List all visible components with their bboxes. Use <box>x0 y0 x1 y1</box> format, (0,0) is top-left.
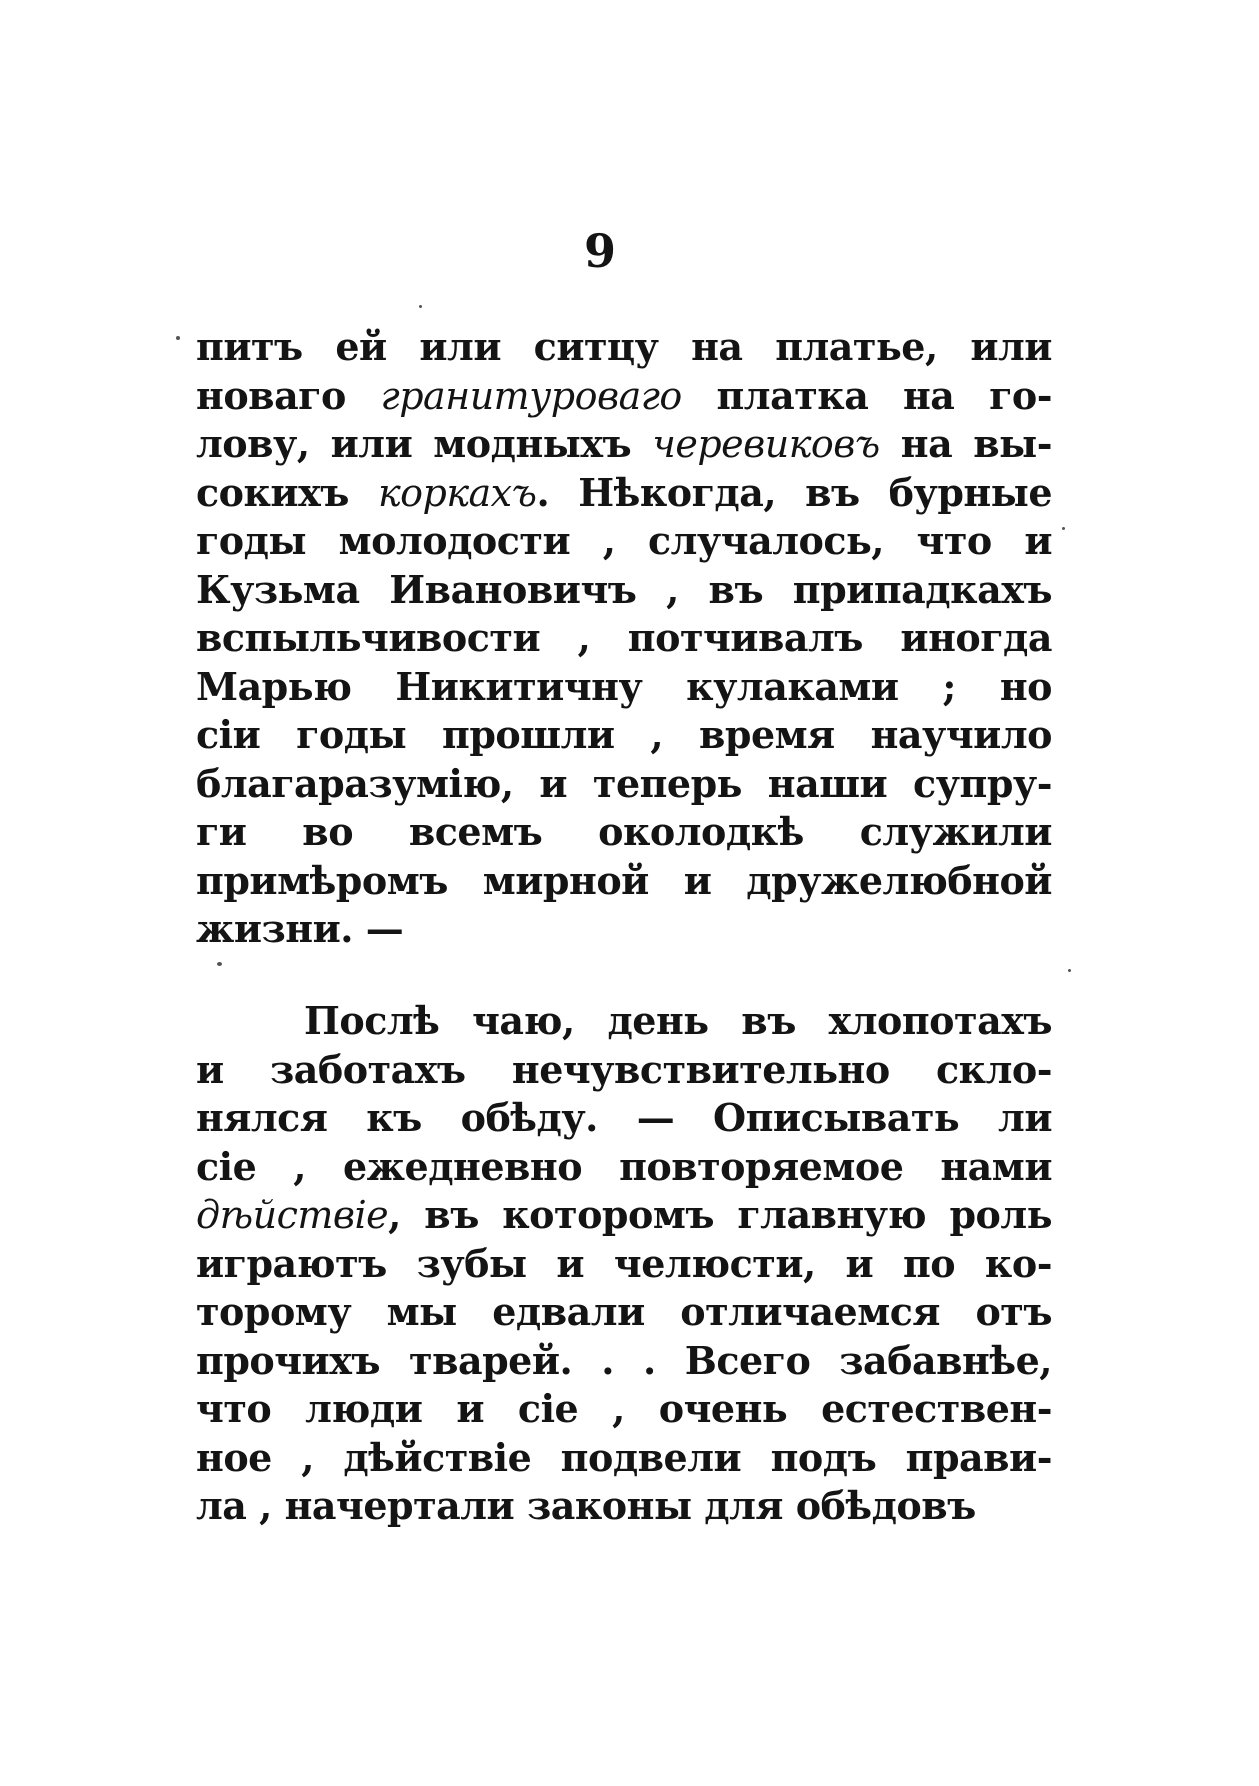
text-line <box>196 1337 1052 1386</box>
text-segment: питъ ей или ситцу на платье, или <box>196 324 1052 369</box>
text-line <box>196 1288 1052 1337</box>
paragraph-1 <box>196 323 1052 954</box>
text-line <box>196 420 1052 469</box>
text-segment: играютъ зубы и челюсти, и по ко- <box>196 1240 1052 1286</box>
text-line <box>196 517 1052 566</box>
scan-speck <box>1068 969 1071 972</box>
paragraph-2 <box>196 997 1052 1531</box>
italic-word: коркахъ <box>377 470 537 515</box>
text-segment: Кузьма Ивановичъ , въ припадкахъ <box>196 566 1052 612</box>
text-line <box>196 663 1052 712</box>
text-segment: сокихъ <box>196 469 378 515</box>
text-line <box>196 1094 1052 1143</box>
text-line <box>196 1046 1052 1095</box>
text-segment: ла , начертали законы для обѣдовъ <box>196 1483 976 1528</box>
text-segment: примѣромъ мирной и дружелюбной <box>196 857 1052 903</box>
text-segment: жизни. — <box>196 906 404 951</box>
scan-speck <box>419 305 422 308</box>
text-line <box>196 469 1052 518</box>
text-line <box>196 614 1052 663</box>
text-line <box>196 997 1052 1046</box>
text-segment: Послѣ чаю, день въ хлопотахъ <box>304 998 1052 1043</box>
text-line <box>196 1482 1052 1531</box>
text-line <box>196 905 1052 954</box>
text-segment: сіи годы прошли , время научило <box>196 712 1052 757</box>
text-line <box>196 857 1052 906</box>
text-segment: нялся къ обѣду. — Описывать ли <box>196 1095 1052 1140</box>
text-line <box>196 1191 1052 1240</box>
text-segment: и заботахъ нечувствительно скло- <box>196 1046 1052 1092</box>
text-line <box>196 1434 1052 1483</box>
scan-speck <box>176 336 180 340</box>
text-line <box>196 760 1052 809</box>
text-segment: . Нѣкогда, въ бурные <box>536 469 1052 515</box>
text-segment: лову, или модныхъ <box>196 421 653 466</box>
text-segment: вспыльчивости , потчивалъ иногда <box>196 615 1052 660</box>
text-line <box>196 711 1052 760</box>
text-segment: новаго <box>196 372 381 418</box>
text-segment: ное , дѣйствіе подвели подъ прави- <box>196 1434 1052 1480</box>
text-segment: ги во всемъ околодкѣ служили <box>196 809 1052 854</box>
text-line <box>196 372 1052 421</box>
italic-word: дѣйствіе <box>196 1193 389 1237</box>
text-segment: торому мы едвали отличаемся отъ <box>196 1289 1052 1334</box>
page-number: 9 <box>583 224 616 278</box>
text-segment: сіе , ежедневно повторяемое нами <box>196 1143 1052 1189</box>
text-segment: что люди и сіе , очень естествен- <box>196 1386 1052 1431</box>
text-line <box>196 566 1052 615</box>
text-line <box>196 1240 1052 1289</box>
text-segment: , въ которомъ главную роль <box>388 1192 1052 1237</box>
text-line <box>196 1143 1052 1192</box>
text-segment: прочихъ тварей. . . Всего забавнѣе, <box>196 1337 1052 1383</box>
text-line <box>196 1385 1052 1434</box>
text-segment: платка на го- <box>681 372 1052 418</box>
text-line <box>196 808 1052 857</box>
scan-speck <box>217 962 222 966</box>
italic-word: гранитуроваго <box>380 373 682 418</box>
text-segment: Марью Никитичну кулаками ; но <box>196 663 1052 709</box>
scan-speck <box>1062 527 1065 530</box>
italic-word: черевиковъ <box>652 422 880 466</box>
text-segment: благаразумію, и теперь наши супру- <box>196 760 1052 806</box>
text-line <box>196 323 1052 372</box>
text-segment: на вы- <box>879 421 1052 466</box>
text-segment: годы молодости , случалось, что и <box>196 518 1052 563</box>
